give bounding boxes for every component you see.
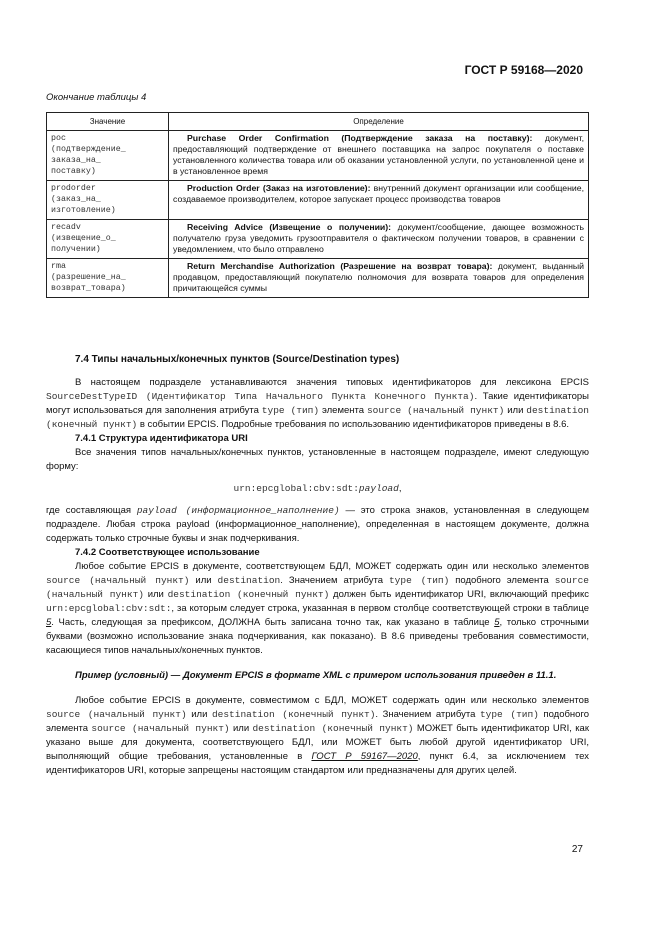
standard-header: ГОСТ Р 59168—2020 xyxy=(464,63,583,77)
definitions-table xyxy=(46,112,589,298)
definition-term: Purchase Order Confirmation (Подтверждение заказа на поставку): xyxy=(187,133,533,143)
column-header-term: Значение xyxy=(47,113,169,131)
definition-term: Return Merchandise Authorization (Разрешение на возврат товара): xyxy=(187,261,493,271)
section-7-4-1-paragraph: Все значения типов начальных/конечных пунктов, установленные в настоящем подразделе, имеют следующую форму: xyxy=(46,447,589,472)
term-cell: rma (разрешение_на_ возврат_товара) xyxy=(47,259,169,298)
definition-text: внутренний документ организации или сообщение, создаваемое производителем, которое запускает процесс производства товаров xyxy=(173,183,584,204)
page-number: 27 xyxy=(571,844,583,855)
section-7-4-paragraph: В настоящем подразделе устанавливаются значения типовых идентификаторов для лексикона EPCIS SourceDestTypeID (Идентификатор Типа Начального Пункта Конечного Пункта). Такие идентификаторы могут использоваться для заполнения атрибута type (тип) элемента source (начальный пункт) или destination (конечный пункт) в событии EPCIS. Подробные требования по использованию идентификаторов приведены в 8.6. xyxy=(46,377,589,430)
section-7-4-2-paragraph: Любое событие EPCIS в документе, соответствующем БДЛ, МОЖЕТ содержать один или несколько элементов source (начальный пункт) или destination. Значением атрибута type (тип) подобного элемента source (начальный пункт) или destination (конечный пункт) должен быть идентификатор URI, включающий префикс urn:epcglobal:cbv:sdt:, за которым следует строка, указанная в первом столбце соответствующей строки в таблице 5. Часть, следующая за префиксом, ДОЛЖНА быть записана точно так, как указано в таблице 5, только строчными буквами (возможно использование знака подчеркивания, как показано). В 8.6 приведены требования совместимости, касающиеся типов начальных/конечных пунктов. xyxy=(46,561,589,656)
example-label: Пример (условный) — Документ EPCIS в формате XML с примером использования приведен в 11.1. xyxy=(75,670,557,681)
definition-cell xyxy=(169,131,589,181)
table-row xyxy=(47,220,589,259)
table-row xyxy=(47,131,589,181)
definition-term: Production Order (Заказ на изготовление): xyxy=(187,183,371,193)
definition-term: Receiving Advice (Извещение о получении): xyxy=(187,222,392,232)
payload-definition: где составляющая payload (информационное_наполнение) — это строка знаков, установленная в следующем подразделе. Любая строка payload (информационное_наполнение), определенная в настоящем документе, должна содержать только строчные буквы и знак подчеркивания. xyxy=(46,505,589,544)
definition-cell xyxy=(169,259,589,298)
definition-cell xyxy=(169,220,589,259)
section-7-4 xyxy=(46,353,589,778)
table-5-link[interactable]: 5 xyxy=(494,617,500,628)
table-caption: Окончание таблицы 4 xyxy=(46,92,147,103)
table-5-link[interactable]: 5 xyxy=(46,617,52,628)
gost-reference-link[interactable]: ГОСТ Р 59167—2020 xyxy=(311,751,418,762)
uri-form: urn:epcglobal:cbv:sdt:payload, xyxy=(233,483,402,494)
term-cell: prodorder (заказ_на_ изготовление) xyxy=(47,181,169,220)
term-cell: poc (подтверждение_ заказа_на_ поставку) xyxy=(47,131,169,181)
definition-text: документ, предоставляющий подтверждение от внешнего поставщика на запрос покупателя о поставке установленного количества товара или об оказании установленной услуги, по установленной цене и в установленное время xyxy=(173,133,584,176)
term-cell: recadv (извещение_о_ получении) xyxy=(47,220,169,259)
section-7-4-2-title: 7.4.2 Соответствующее использование xyxy=(75,547,260,558)
section-7-4-1-title: 7.4.1 Структура идентификатора URI xyxy=(75,433,248,444)
section-7-4-title: 7.4 Типы начальных/конечных пунктов (Source/Destination types) xyxy=(75,354,400,365)
definition-text: документ/сообщение, дающее возможность получателю груза уведомить грузоотправителя о фактическом получении товаров, в сравнении с уведомлением, что было отправлено xyxy=(173,222,585,254)
table-row xyxy=(47,181,589,220)
example-paragraph: Любое событие EPCIS в документе, совместимом с БДЛ, МОЖЕТ содержать один или несколько элементов source (начальный пункт) или destination (конечный пункт). Значением атрибута type (тип) подобного элемента source (начальный пункт) или destination (конечный пункт) МОЖЕТ быть идентификатор URI, как указано выше для документа, соответствующего БДЛ, или МОЖЕТ быть любой другой идентификатор URI, выполняющий общие требования, установленные в ГОСТ Р 59167—2020, пункт 6.4, за исключением тех идентификаторов URI, которые запрещены настоящим стандартом или предназначены для других целей. xyxy=(46,695,590,776)
definition-cell xyxy=(169,181,589,220)
table-row xyxy=(47,259,589,298)
column-header-definition: Определение xyxy=(169,113,589,131)
definition-text: документ, выданный продавцом, предоставляющий покупателю полномочия для возврата товаров для определения причитающейся суммы xyxy=(173,261,584,293)
